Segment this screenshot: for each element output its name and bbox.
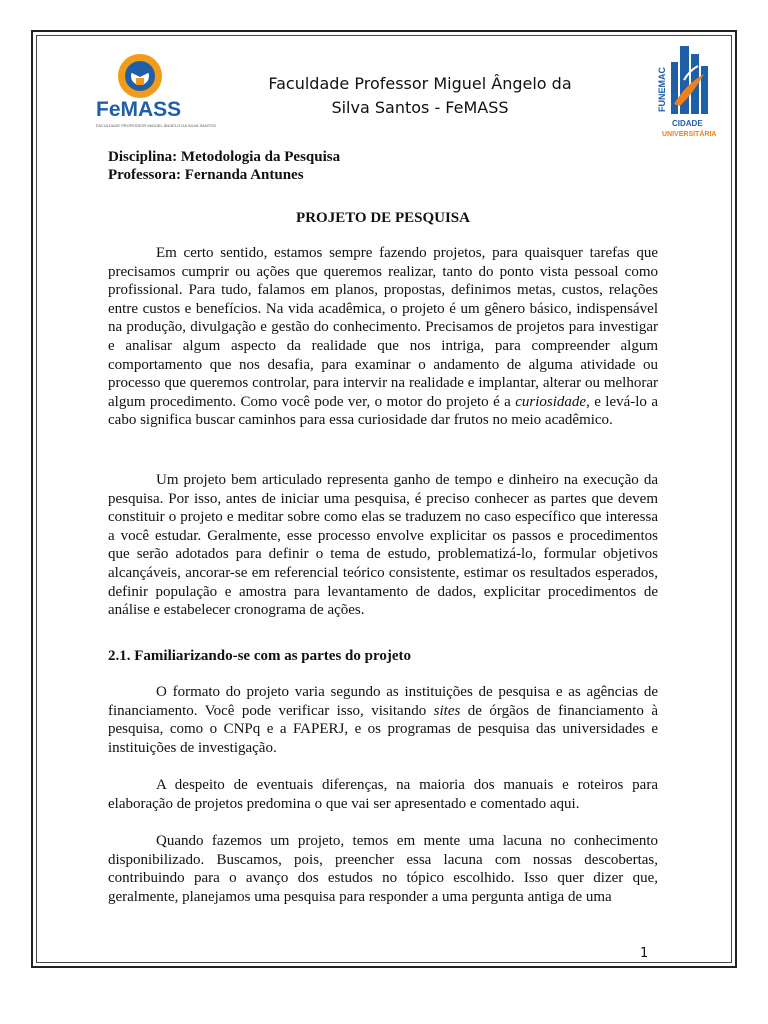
paragraph-2: Um projeto bem articulado representa ganho de tempo e dinheiro na execução da pesquisa. Por isso, antes de iniciar uma pesquisa, é preciso conhecer as partes que devem constituir o projeto e meditar sobre como elas se traduzem no caso específico que interessa a você estudar. Geralmente, esse processo envolve explicitar os passos e procedimentos que serão adotados para definir o tema de estudo, problematizá-lo, formular objetivos alcançáveis, ancorar-se em referencial teórico consistente, estimar os resultados esperados, definir população e amostra para levantamento de dados, explicitar procedimentos de análise e estabelecer cronograma de ações.	[108, 472, 658, 619]
section-heading: 2.1. Familiarizando-se com as partes do projeto	[108, 648, 412, 664]
paragraph-3-text-a: O formato do projeto varia segundo as instituições de pesquisa e as agências de financiamento. Você pode verificar isso, visitando	[108, 684, 658, 719]
funemac-logo	[654, 40, 716, 140]
funemac-logo-vertical-text: FUNEMAC	[657, 67, 667, 112]
paragraph-3-text-b: de órgãos de financiamento à pesquisa, como o CNPq e a FAPERJ, e os programas de pesquisa das universidades e instituições de investigação.	[108, 702, 658, 756]
paragraph-1-emphasis: curiosidade	[515, 393, 587, 410]
femass-logo	[90, 52, 216, 132]
funemac-logo-text-line1: CIDADE	[672, 119, 703, 128]
professor-label: Professora: Fernanda Antunes	[108, 167, 304, 183]
paragraph-5: Quando fazemos um projeto, temos em mente uma lacuna no conhecimento disponibilizado. Buscamos, pois, preencher essa lacuna com nossas descobertas, contribuindo para o avanço dos estudos no tópico escolhido. Isso quer dizer que, geralmente, planejamos uma pesquisa para responder a uma pergunta antiga de uma	[108, 833, 658, 905]
paragraph-3-emphasis: sites	[433, 702, 461, 719]
paragraph-3	[108, 683, 658, 757]
paragraph-1-text-b: , e levá-lo a cabo significa buscar caminhos para essa curiosidade dar frutos no meio acadêmico.	[108, 393, 659, 429]
institution-title	[200, 72, 640, 120]
institution-title-line1: Faculdade Professor Miguel Ângelo da	[268, 74, 572, 93]
paragraph-4: A despeito de eventuais diferenças, na maioria dos manuais e roteiros para elaboração de projetos predomina o que vai ser apresentado e comentado aqui.	[108, 777, 658, 812]
paragraph-1	[108, 244, 658, 430]
institution-title-line2: Silva Santos - FeMASS	[331, 98, 509, 117]
funemac-logo-text-line2: UNIVERSITÁRIA	[662, 131, 717, 138]
course-meta	[108, 148, 340, 184]
femass-logo-text: FeMASS	[96, 98, 182, 121]
page-number: 1	[640, 946, 649, 961]
femass-logo-subtext: FACULDADE PROFESSOR MIGUEL ÂNGELO DA SILVA SANTOS	[96, 123, 216, 128]
paragraph-1-text-a: Em certo sentido, estamos sempre fazendo projetos, para quaisquer tarefas que precisamos cumprir ou ações que queremos realizar, tanto do ponto vista pessoal como profissional. Para tudo, falamos em planos, propostas, definimos metas, custos, relações entre custos e benefícios. Na vida acadêmica, o projeto é um gênero básico, indispensável na produção, divulgação e gestão do conhecimento. Precisamos de projetos para investigar e analisar algum aspecto da realidade que nos intriga, para compreender algum comportamento que nos desafia, para examinar o andamento de alguma atividade ou processo que queremos controlar, para intervir na realidade e implantar, alterar ou melhorar algum procedimento. Como você pode ver, o motor do projeto é a	[108, 245, 658, 410]
discipline-label: Disciplina: Metodologia da Pesquisa	[108, 149, 341, 165]
document-title: PROJETO DE PESQUISA	[296, 210, 470, 226]
